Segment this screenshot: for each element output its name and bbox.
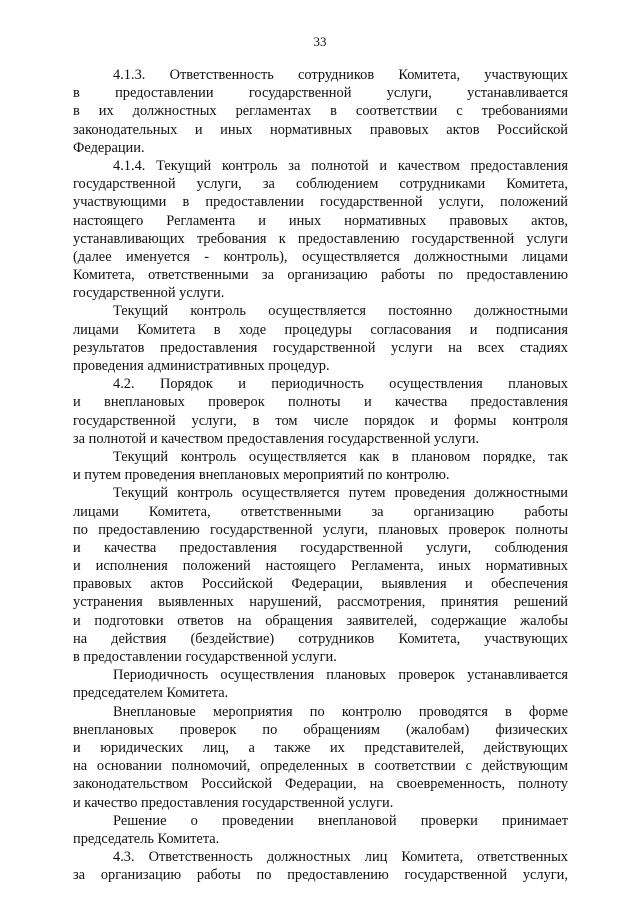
paragraph <box>73 448 568 484</box>
paragraph-line: в предоставлении государственной услуги. <box>73 649 337 665</box>
paragraph-line: и путем проведения внеплановых мероприятий по контролю. <box>73 467 450 484</box>
paragraph-line: и юридических лиц, а также их представителей, действующих <box>73 739 568 756</box>
paragraph-line: в предоставлении государственной услуги, устанавливается <box>73 85 568 102</box>
paragraph-line: Текущий контроль осуществляется путем проведения должностными <box>113 485 568 502</box>
paragraph-line: правовых актов Российской Федерации, выявления и обеспечения <box>73 576 568 593</box>
paragraph-line: 4.3. Ответственность должностных лиц Комитета, ответственных <box>113 849 568 866</box>
paragraph-line: и исполнения положений настоящего Регламента, иных нормативных <box>73 558 568 575</box>
paragraph-line: проведения административных процедур. <box>73 358 330 374</box>
paragraph-line: и качества предоставления государственной услуги, соблюдения <box>73 539 568 556</box>
paragraph <box>73 484 568 666</box>
paragraph <box>73 812 568 848</box>
paragraph-line: устанавливающих требования к предоставлению государственной услуги <box>73 230 568 247</box>
paragraph <box>73 375 568 448</box>
paragraph-line: по предоставлению государственной услуги, плановых проверок полноты <box>73 521 568 538</box>
paragraph-line: председатель Комитета. <box>73 830 220 847</box>
paragraph-line: государственной услуги. <box>73 285 225 302</box>
paragraph-line: Текущий контроль осуществляется как в плановом порядке, так <box>113 448 568 465</box>
paragraph-line: в их должностных регламентах в соответствии с требованиями <box>73 103 568 120</box>
paragraph-line: внеплановых проверок по обращениям (жалобам) физических <box>73 721 568 738</box>
paragraph-line: 4.2. Порядок и периодичность осуществления плановых <box>113 376 568 393</box>
page-number: 33 <box>313 34 327 49</box>
paragraph-line: на действия (бездействие) сотрудников Комитета, участвующих <box>73 630 568 647</box>
paragraph-line: Текущий контроль осуществляется постоянно должностными <box>113 303 568 320</box>
paragraph-line: государственной услуги, в том числе порядок и формы контроля <box>73 412 568 429</box>
paragraph-line: законодательных и иных нормативных правовых актов Российской <box>73 121 568 138</box>
paragraph-line: 4.1.3. Ответственность сотрудников Комитета, участвующих <box>113 67 568 83</box>
paragraph <box>73 66 568 157</box>
paragraph-line: законодательством Российской Федерации, на своевременность, полноту <box>73 776 568 793</box>
paragraph-line: участвующими в предоставлении государственной услуги, положений <box>73 194 568 211</box>
paragraph <box>73 848 568 884</box>
paragraph-line: Федерации. <box>73 139 145 156</box>
paragraph-line: за полнотой и качеством предоставления государственной услуги. <box>73 430 480 447</box>
paragraph-line: председателем Комитета. <box>73 685 229 702</box>
paragraph-line: и внеплановых проверок полноты и качества предоставления <box>73 394 568 411</box>
paragraph-line: настоящего Регламента и иных нормативных правовых актов, <box>73 212 568 229</box>
paragraph-line: устранения выявленных нарушений, рассмотрения, принятия решений <box>73 594 568 611</box>
paragraph-line: и подготовки ответов на обращения заявителей, содержащие жалобы <box>73 612 568 629</box>
paragraph-line: Комитета, ответственными за организацию работы по предоставлению <box>73 267 568 284</box>
paragraph-line: (далее именуется - контроль), осуществляется должностными лицами <box>73 248 568 265</box>
paragraph-line: государственной услуги, за соблюдением сотрудниками Комитета, <box>73 176 568 193</box>
paragraph <box>73 302 568 375</box>
paragraph-line: Внеплановые мероприятия по контролю проводятся в форме <box>113 703 568 720</box>
paragraph-line: лицами Комитета, ответственными за организацию работы <box>73 503 568 520</box>
paragraph-line: 4.1.4. Текущий контроль за полнотой и качеством предоставления <box>113 157 568 174</box>
paragraph <box>73 157 568 303</box>
document-body <box>73 66 568 884</box>
paragraph-line: за организацию работы по предоставлению государственной услуги, <box>73 867 568 884</box>
paragraph <box>73 703 568 812</box>
paragraph-line: Решение о проведении внеплановой проверки принимает <box>113 812 568 829</box>
paragraph-line: на основании полномочий, определенных в соответствии с действующим <box>73 758 568 775</box>
paragraph <box>73 666 568 702</box>
paragraph-line: Периодичность осуществления плановых проверок устанавливается <box>113 667 568 684</box>
paragraph-line: лицами Комитета в ходе процедуры согласования и подписания <box>73 321 568 338</box>
paragraph-line: результатов предоставления государственной услуги на всех стадиях <box>73 339 568 356</box>
paragraph-line: и качество предоставления государственной услуги. <box>73 794 394 811</box>
